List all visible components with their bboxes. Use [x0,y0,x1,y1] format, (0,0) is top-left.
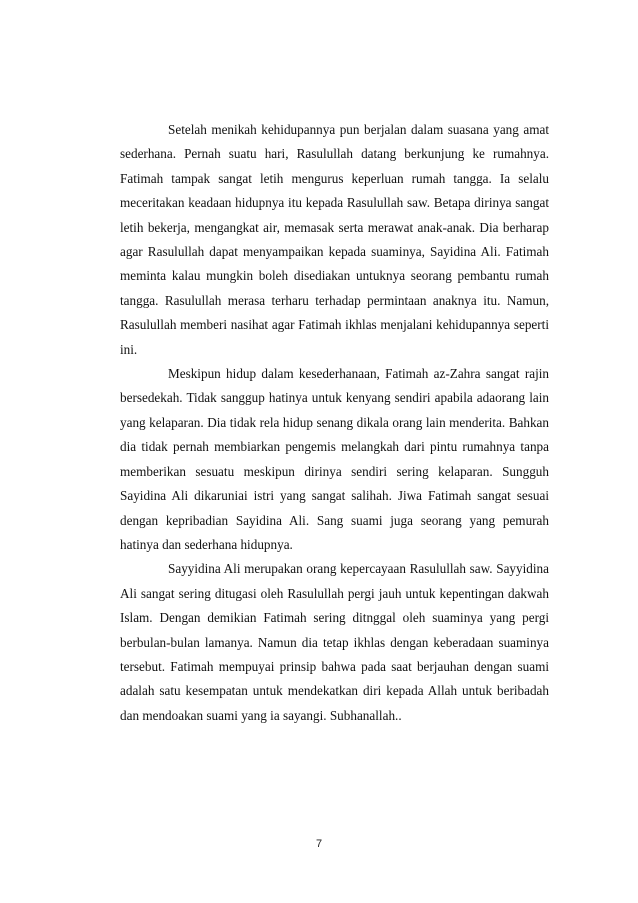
page-number: 7 [315,838,323,850]
paragraph-2: Meskipun hidup dalam kesederhanaan, Fatimah az-Zahra sangat rajin bersedekah. Tidak sanggup hatinya untuk kenyang sendiri apabila adaorang lain yang kelaparan. Dia tidak rela hidup senang dikala orang lain menderita. Bahkan dia tidak pernah membiarkan pengemis melangkah dari pintu rumahnya tanpa memberikan sesuatu meskipun dirinya sendiri sering kelaparan. Sungguh Sayidina Ali dikaruniai istri yang sangat salihah. Jiwa Fatimah sangat sesuai dengan kepribadian Sayidina Ali. Sang suami juga seorang yang pemurah hatinya dan sederhana hidupnya. [120,366,549,552]
paragraph-1: Setelah menikah kehidupannya pun berjalan dalam suasana yang amat sederhana. Pernah suatu hari, Rasulullah datang berkunjung ke rumahnya. Fatimah tampak sangat letih mengurus keperluan rumah tangga. Ia selalu meceritakan keadaan hidupnya itu kepada Rasulullah saw. Betapa dirinya sangat letih bekerja, mengangkat air, memasak serta merawat anak-anak. Dia berharap agar Rasulullah dapat menyampaikan kepada suaminya, Sayidina Ali. Fatimah meminta kalau mungkin boleh disediakan untuknya seorang pembantu rumah tangga. Rasulullah merasa terharu terhadap permintaan anaknya itu. Namun, Rasulullah memberi nasihat agar Fatimah ikhlas menjalani kehidupannya seperti ini. [120,122,549,357]
paragraph-3: Sayyidina Ali merupakan orang kepercayaan Rasulullah saw. Sayyidina Ali sangat sering ditugasi oleh Rasulullah pergi jauh untuk kepentingan dakwah Islam. Dengan demikian Fatimah sering ditnggal oleh suaminya yang pergi berbulan-bulan lamanya. Namun dia tetap ikhlas dengan keberadaan suaminya tersebut. Fatimah mempuyai prinsip bahwa pada saat berjauhan dengan suami adalah satu kesempatan untuk mendekatkan diri kepada Allah untuk beribadah dan mendoakan suami yang ia sayangi. Subhanallah.. [120,561,549,723]
body-text [120,118,549,728]
